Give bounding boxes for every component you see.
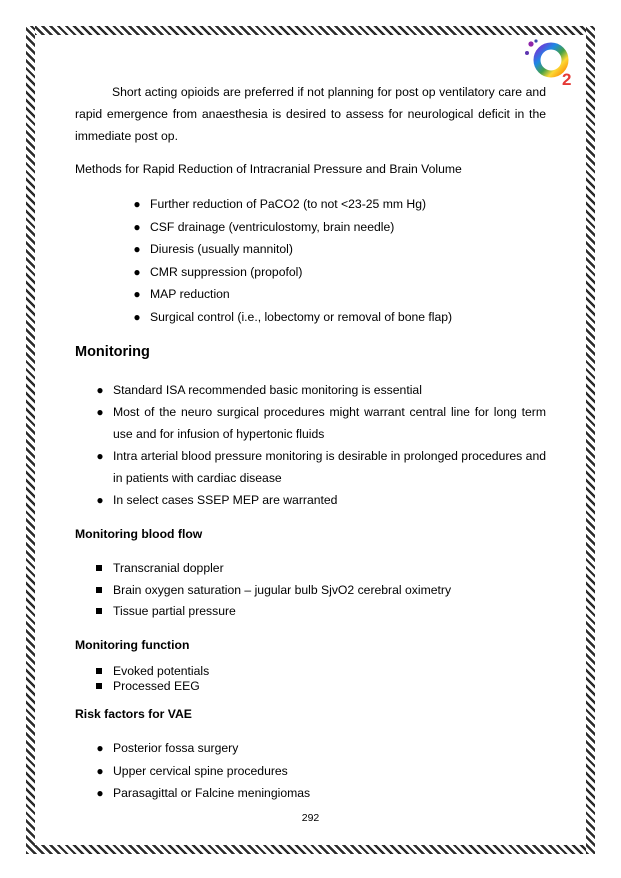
bullet-icon: ●	[133, 265, 141, 279]
methods-heading: Methods for Rapid Reduction of Intracranial Pressure and Brain Volume	[75, 162, 462, 176]
svg-text:2: 2	[562, 70, 572, 89]
list-item: ● Intra arterial blood pressure monitoring is desirable in prolonged procedures and in patients with cardiac disease	[113, 445, 546, 489]
list-item: ● Parasagittal or Falcine meningiomas	[113, 782, 310, 804]
bullet-icon: ●	[96, 764, 104, 778]
function-heading: Monitoring function	[75, 638, 190, 652]
bullet-icon: ●	[96, 383, 104, 397]
bullet-icon: ●	[96, 405, 104, 419]
border-right	[586, 26, 595, 854]
bullet-icon: ●	[96, 786, 104, 800]
bullet-icon: ●	[133, 197, 141, 211]
list-item: ● MAP reduction	[150, 283, 230, 305]
list-item: Processed EEG	[113, 676, 200, 696]
square-bullet-icon	[96, 565, 102, 571]
border-bottom	[26, 845, 595, 854]
bullet-icon: ●	[133, 310, 141, 324]
monitoring-heading: Monitoring	[75, 344, 150, 360]
square-bullet-icon	[96, 587, 102, 593]
border-top	[26, 26, 595, 35]
list-item: ● Standard ISA recommended basic monitoring is essential	[113, 379, 546, 401]
bullet-icon: ●	[96, 741, 104, 755]
list-item: Evoked potentials	[113, 661, 209, 681]
border-left	[26, 26, 35, 854]
vae-heading: Risk factors for VAE	[75, 707, 192, 721]
blood-flow-heading: Monitoring blood flow	[75, 527, 203, 541]
bullet-icon: ●	[133, 287, 141, 301]
list-item: ● Posterior fossa surgery	[113, 737, 238, 759]
list-item: ● Upper cervical spine procedures	[113, 760, 288, 782]
list-item: ● CMR suppression (propofol)	[150, 261, 302, 283]
list-item: ● Further reduction of PaCO2 (to not <23-25 mm Hg)	[150, 193, 426, 215]
list-item: Transcranial doppler	[113, 557, 224, 579]
bullet-icon: ●	[96, 493, 104, 507]
list-item: Brain oxygen saturation – jugular bulb SjvO2 cerebral oximetry	[113, 579, 451, 601]
intro-paragraph: Short acting opioids are preferred if not planning for post op ventilatory care and rapid emergence from anaesthesia is desired to assess for neurological deficit in the immediate post op.	[75, 85, 546, 143]
bullet-icon: ●	[133, 220, 141, 234]
bullet-icon: ●	[96, 449, 104, 463]
list-item: ● Most of the neuro surgical procedures might warrant central line for long term use and for infusion of hypertonic fluids	[113, 401, 546, 445]
page-number: 292	[301, 812, 320, 824]
square-bullet-icon	[96, 608, 102, 614]
list-item: ● CSF drainage (ventriculostomy, brain needle)	[150, 216, 394, 238]
bullet-icon: ●	[133, 242, 141, 256]
list-item: ● Surgical control (i.e., lobectomy or removal of bone flap)	[150, 306, 452, 328]
list-item: ● In select cases SSEP MEP are warranted	[113, 489, 546, 511]
square-bullet-icon	[96, 683, 102, 689]
list-item: ● Diuresis (usually mannitol)	[150, 238, 293, 260]
list-item: Tissue partial pressure	[113, 600, 236, 622]
square-bullet-icon	[96, 668, 102, 674]
